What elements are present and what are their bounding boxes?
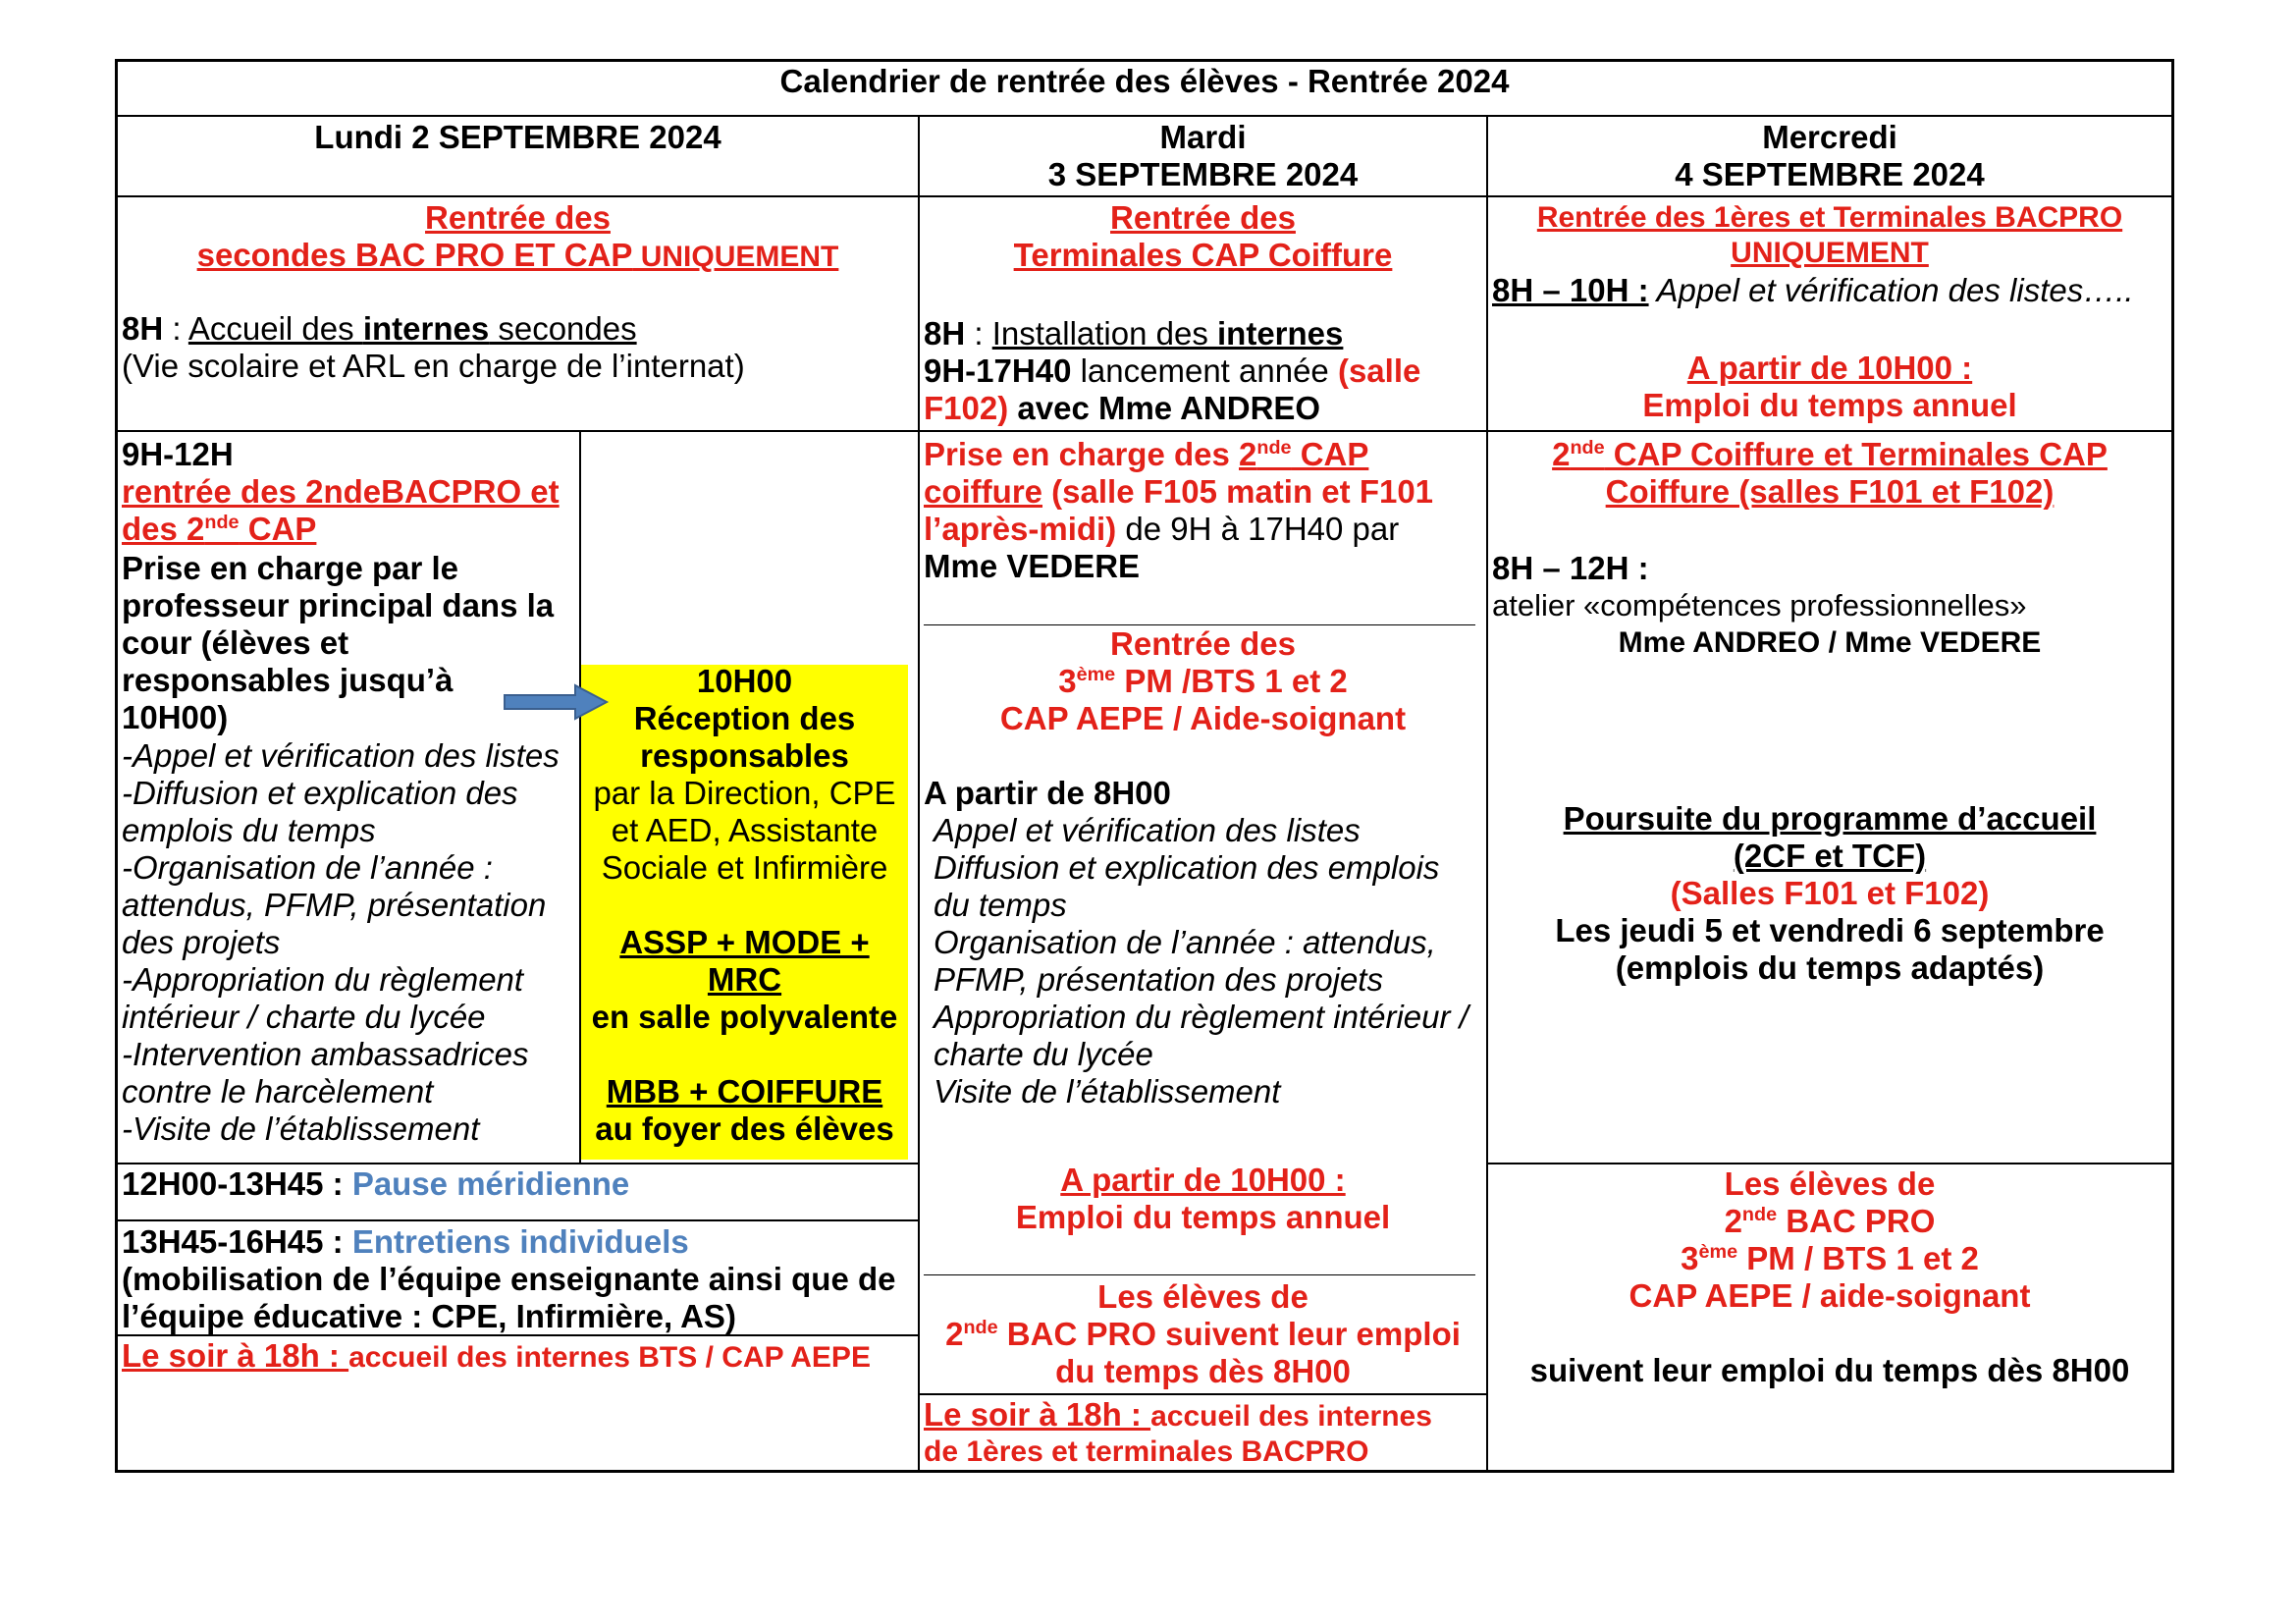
tue-eleves-line1: Les élèves de [1097, 1278, 1308, 1315]
wed-coiffure-line2: Coiffure (salles F101 et F102) [1605, 473, 2055, 510]
wed-rentree-line2: UNIQUEMENT [1731, 237, 1929, 269]
wed-atelier: atelier «compétences professionnelles» [1492, 588, 2027, 623]
mon-program-item: -Diffusion et explication des [122, 775, 518, 811]
tue-program-item: PFMP, présentation des projets [934, 961, 1383, 998]
tue-emploi-annuel: Emploi du temps annuel [1015, 1199, 1391, 1235]
wed-poursuite-line2: (2CF et TCF) [1733, 838, 1927, 874]
tue-soir-2: de 1ères et terminales BACPRO [924, 1435, 1369, 1468]
wed-emploi-annuel: Emploi du temps annuel [1642, 387, 2017, 423]
yellow-assp: ASSP + MODE + [619, 924, 870, 960]
tue-soir: Le soir à 18h : accueil des internes [924, 1396, 1432, 1433]
mon-pause: 12H00-13H45 : Pause méridienne [122, 1165, 630, 1202]
wed-eleves-line3: 3ème PM / BTS 1 et 2 [1681, 1240, 1979, 1276]
mon-rentree-2nde-line1: rentrée des 2ndeBACPRO et [122, 473, 560, 510]
mon-rentree-line1: Rentrée des [425, 199, 611, 236]
tue-prise-line4: Mme VEDERE [924, 548, 1141, 584]
mon-soir: Le soir à 18h : accueil des internes BTS / CAP AEPE [122, 1337, 871, 1374]
yellow-salle: en salle polyvalente [591, 999, 898, 1035]
tue-rentree2-line2: 3ème PM /BTS 1 et 2 [1058, 663, 1348, 699]
tue-rentree2-line3: CAP AEPE / Aide-soignant [999, 700, 1407, 736]
mon-prise-line: professeur principal dans la [122, 587, 555, 623]
mon-program-item: -Appropriation du règlement [122, 961, 524, 998]
wed-adaptes: (emplois du temps adaptés) [1615, 949, 2045, 986]
tue-lancement-2: F102) avec Mme ANDREO [924, 390, 1321, 426]
tue-prise-line2: coiffure (salle F105 matin et F101 [924, 473, 1434, 510]
mon-time: 9H-12H [122, 436, 234, 472]
mon-rentree-2nde-line2: des 2nde CAP [122, 511, 317, 547]
tue-program-item: Appel et vérification des listes [934, 812, 1361, 848]
wed-rentree-line1: Rentrée des 1ères et Terminales BACPRO [1536, 201, 2123, 234]
mon-prise-line: 10H00) [122, 699, 229, 735]
tue-from-8h: A partir de 8H00 [924, 775, 1171, 811]
header-wednesday-date: 4 SEPTEMBRE 2024 [1675, 156, 1985, 192]
tue-program-item: Diffusion et explication des emplois [934, 849, 1440, 886]
mon-prise-line: Prise en charge par le [122, 550, 459, 586]
tue-program-item: charte du lycée [934, 1036, 1153, 1072]
yellow-line: et AED, Assistante [611, 812, 879, 848]
tue-program-item: Appropriation du règlement intérieur / [934, 999, 1468, 1035]
header-monday: Lundi 2 SEPTEMBRE 2024 [314, 119, 721, 155]
wed-jours: Les jeudi 5 et vendredi 6 septembre [1555, 912, 2105, 948]
tue-from-10h: A partir de 10H00 : [1060, 1162, 1346, 1198]
header-tuesday-day: Mardi [1159, 119, 1247, 155]
mon-prise-line: cour (élèves et [122, 624, 349, 661]
mon-program-item: -Visite de l’établissement [122, 1110, 480, 1147]
wed-coiffure-line1: 2nde CAP Coiffure et Terminales CAP [1552, 436, 2108, 472]
tue-program-item: Organisation de l’année : attendus, [934, 924, 1436, 960]
header-wednesday-day: Mercredi [1762, 119, 1897, 155]
mon-entretiens: 13H45-16H45 : Entretiens individuels [122, 1223, 689, 1260]
wed-poursuite-line1: Poursuite du programme d’accueil [1563, 800, 2097, 837]
yellow-line: Sociale et Infirmière [601, 849, 888, 886]
tue-prise-line3: l’après-midi) de 9H à 17H40 par [924, 511, 1400, 547]
yellow-time: 10H00 [696, 663, 793, 699]
tue-prise-line1: Prise en charge des 2nde CAP [924, 436, 1369, 472]
mon-program-item: -Organisation de l’année : [122, 849, 493, 886]
header-tuesday-date: 3 SEPTEMBRE 2024 [1047, 156, 1359, 192]
wed-time: 8H – 12H : [1492, 550, 1649, 586]
mon-rentree-line2: secondes BAC PRO ET CAP UNIQUEMENT [196, 237, 839, 273]
mon-entretiens-note: l’équipe éducative : CPE, Infirmière, AS) [122, 1298, 736, 1334]
wed-from-10h: A partir de 10H00 : [1686, 350, 1973, 386]
tue-program-item: du temps [934, 887, 1067, 923]
mon-program-item: -Appel et vérification des listes [122, 737, 560, 774]
mon-program-item: intérieur / charte du lycée [122, 999, 486, 1035]
wed-salles: (Salles F101 et F102) [1670, 875, 1990, 911]
tue-eleves-line2: 2nde BAC PRO suivent leur emploi [945, 1316, 1461, 1352]
tue-installation: 8H : Installation des internes [924, 315, 1344, 352]
tue-lancement: 9H-17H40 lancement année (salle [924, 352, 1421, 389]
yellow-line: responsables [640, 737, 849, 774]
yellow-line: Réception des [633, 700, 856, 736]
mon-program-item: des projets [122, 924, 281, 960]
wed-eleves-line4: CAP AEPE / aide-soignant [1629, 1277, 2031, 1314]
wed-eleves-line1: Les élèves de [1724, 1165, 1936, 1202]
tue-rentree-line1: Rentrée des [1110, 199, 1296, 236]
mon-program-item: -Intervention ambassadrices [122, 1036, 529, 1072]
mon-prise-line: responsables jusqu’à [122, 662, 454, 698]
tue-rentree2-line1: Rentrée des [1110, 625, 1296, 662]
mon-program-item: emplois du temps [122, 812, 376, 848]
mon-program-item: attendus, PFMP, présentation [122, 887, 547, 923]
mon-program-item: contre le harcèlement [122, 1073, 434, 1110]
yellow-assp: MRC [707, 961, 782, 998]
wed-eleves-line2: 2nde BAC PRO [1724, 1203, 1936, 1239]
yellow-foyer: au foyer des élèves [595, 1110, 894, 1147]
tue-rentree-line2: Terminales CAP Coiffure [1013, 237, 1393, 273]
wed-appel: 8H – 10H : Appel et vérification des listes….. [1492, 272, 2134, 308]
wed-suivent: suivent leur emploi du temps dès 8H00 [1529, 1352, 2130, 1388]
wed-profs: Mme ANDREO / Mme VEDERE [1618, 626, 2042, 659]
mon-accueil-note: (Vie scolaire et ARL en charge de l’internat) [122, 348, 745, 384]
tue-program-item: Visite de l’établissement [934, 1073, 1281, 1110]
mon-accueil-internes: 8H : Accueil des internes secondes [122, 310, 637, 347]
yellow-line: par la Direction, CPE [593, 775, 896, 811]
tue-eleves-line3: du temps dès 8H00 [1055, 1353, 1351, 1389]
page-title: Calendrier de rentrée des élèves - Rentrée 2024 [779, 63, 1510, 99]
yellow-mbb: MBB + COIFFURE [606, 1073, 883, 1110]
mon-entretiens-note: (mobilisation de l’équipe enseignante ainsi que de [122, 1261, 896, 1297]
